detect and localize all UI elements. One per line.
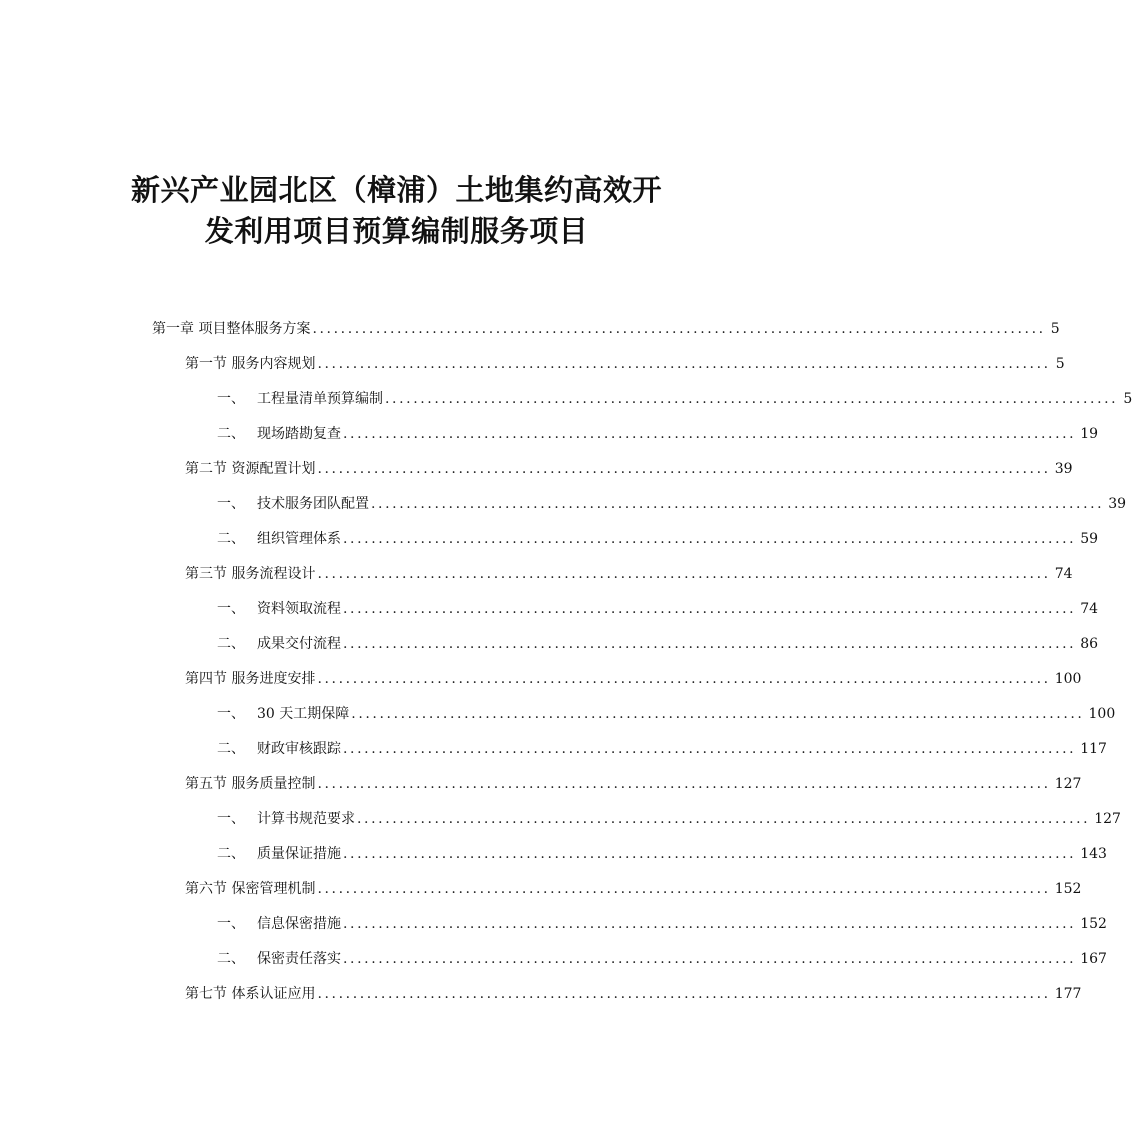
toc-entry[interactable] — [185, 353, 1065, 375]
toc-dot-leader: ........................................................................................................ — [317, 776, 1051, 792]
toc-entry-title: 计算书规范要求 — [257, 811, 355, 827]
toc-entry[interactable] — [185, 563, 1073, 585]
toc-entry[interactable] — [217, 633, 1099, 655]
toc-dot-leader: ........................................................................................................ — [317, 881, 1051, 897]
toc-dot-leader: ........................................................................................................ — [317, 461, 1051, 477]
toc-entry-marker: 一、 — [217, 916, 245, 932]
toc-dot-leader: ........................................................................................................ — [343, 601, 1077, 617]
toc-entry-marker: 二、 — [217, 951, 245, 967]
toc-dot-leader: ........................................................................................................ — [343, 916, 1077, 932]
toc-dot-leader: ........................................................................................................ — [343, 531, 1077, 547]
toc-entry[interactable] — [152, 318, 1060, 340]
toc-entry[interactable] — [217, 493, 1127, 515]
toc-dot-leader: ........................................................................................................ — [371, 496, 1105, 512]
toc-entry[interactable] — [217, 528, 1099, 550]
toc-entry[interactable] — [185, 668, 1082, 690]
toc-entry-title: 工程量清单预算编制 — [257, 391, 383, 407]
toc-dot-leader: ........................................................................................................ — [317, 671, 1051, 687]
toc-dot-leader: ........................................................................................................ — [357, 811, 1091, 827]
toc-dot-leader: ........................................................................................................ — [343, 636, 1077, 652]
toc-dot-leader: ........................................................................................................ — [385, 391, 1119, 407]
toc-page-number: 152 — [1054, 881, 1082, 897]
toc-entry[interactable] — [217, 948, 1107, 970]
toc-entry-title: 技术服务团队配置 — [257, 496, 369, 512]
toc-entry-title: 成果交付流程 — [257, 636, 341, 652]
toc-entry-title: 第一节 服务内容规划 — [185, 356, 316, 372]
toc-page-number: 167 — [1080, 951, 1107, 967]
toc-dot-leader: ........................................................................................................ — [317, 356, 1051, 372]
toc-dot-leader: ........................................................................................................ — [343, 426, 1077, 442]
toc-entry-title: 第三节 服务流程设计 — [185, 566, 316, 582]
toc-entry[interactable] — [217, 808, 1121, 830]
toc-page-number: 100 — [1088, 706, 1116, 722]
toc-entry-title: 第五节 服务质量控制 — [185, 776, 316, 792]
toc-entry[interactable] — [217, 913, 1107, 935]
toc-page-number: 74 — [1054, 566, 1073, 582]
toc-entry-marker: 一、 — [217, 706, 245, 722]
toc-entry-title: 资料领取流程 — [257, 601, 341, 617]
toc-entry-title: 第六节 保密管理机制 — [185, 881, 316, 897]
toc-dot-leader: ........................................................................................................ — [312, 321, 1046, 337]
toc-page-number: 127 — [1094, 811, 1121, 827]
toc-entry[interactable] — [217, 703, 1116, 725]
toc-page-number: 117 — [1080, 741, 1107, 757]
toc-dot-leader: ........................................................................................................ — [343, 951, 1077, 967]
toc-entry-title: 第四节 服务进度安排 — [185, 671, 316, 687]
toc-entry-title: 保密责任落实 — [257, 951, 341, 967]
toc-entry-title: 第一章 项目整体服务方案 — [152, 321, 311, 337]
toc-entry[interactable] — [185, 878, 1082, 900]
toc-entry[interactable] — [217, 598, 1099, 620]
toc-dot-leader: ........................................................................................................ — [317, 986, 1051, 1002]
toc-page-number: 19 — [1080, 426, 1099, 442]
toc-page-number: 100 — [1054, 671, 1082, 687]
toc-entry-marker: 二、 — [217, 426, 245, 442]
document-title-line-1: 新兴产业园北区（樟浦）土地集约高效开 — [130, 173, 662, 207]
toc-entry-marker: 一、 — [217, 496, 245, 512]
toc-entry-title: 质量保证措施 — [257, 846, 341, 862]
toc-entry-title: 信息保密措施 — [257, 916, 341, 932]
toc-entry-title: 第七节 体系认证应用 — [185, 986, 316, 1002]
toc-page-number: 127 — [1054, 776, 1082, 792]
toc-entry[interactable] — [217, 843, 1107, 865]
toc-entry[interactable] — [185, 458, 1073, 480]
toc-entry-title: 组织管理体系 — [257, 531, 341, 547]
toc-entry-marker: 二、 — [217, 846, 245, 862]
toc-entry[interactable] — [217, 423, 1099, 445]
toc-dot-leader: ........................................................................................................ — [317, 566, 1051, 582]
toc-page-number: 177 — [1054, 986, 1082, 1002]
toc-entry[interactable] — [217, 738, 1107, 760]
toc-dot-leader: ........................................................................................................ — [343, 741, 1077, 757]
document-title-line-2: 发利用项目预算编制服务项目 — [204, 214, 589, 248]
toc-dot-leader: ........................................................................................................ — [351, 706, 1085, 722]
toc-entry-marker: 一、 — [217, 391, 245, 407]
toc-entry[interactable] — [185, 983, 1082, 1005]
toc-entry-title: 财政审核跟踪 — [257, 741, 341, 757]
toc-entry-marker: 一、 — [217, 601, 245, 617]
toc-page-number: 152 — [1080, 916, 1107, 932]
toc-page-number: 74 — [1080, 601, 1099, 617]
toc-entry-title: 第二节 资源配置计划 — [185, 461, 316, 477]
toc-dot-leader: ........................................................................................................ — [343, 846, 1077, 862]
toc-entry-marker: 二、 — [217, 636, 245, 652]
toc-page-number: 5 — [1050, 321, 1060, 337]
toc-entry-marker: 二、 — [217, 741, 245, 757]
toc-page-number: 143 — [1080, 846, 1107, 862]
toc-page-number: 86 — [1080, 636, 1099, 652]
toc-page-number: 39 — [1108, 496, 1127, 512]
toc-entry[interactable] — [185, 773, 1082, 795]
toc-page-number: 39 — [1054, 461, 1073, 477]
toc-entry-title: 30 天工期保障 — [257, 706, 350, 722]
toc-entry-title: 现场踏勘复查 — [257, 426, 341, 442]
toc-page-number: 5 — [1123, 391, 1132, 407]
toc-entry-marker: 一、 — [217, 811, 245, 827]
toc-entry[interactable] — [217, 388, 1132, 410]
toc-entry-marker: 二、 — [217, 531, 245, 547]
toc-page-number: 59 — [1080, 531, 1099, 547]
toc-page-number: 5 — [1055, 356, 1065, 372]
